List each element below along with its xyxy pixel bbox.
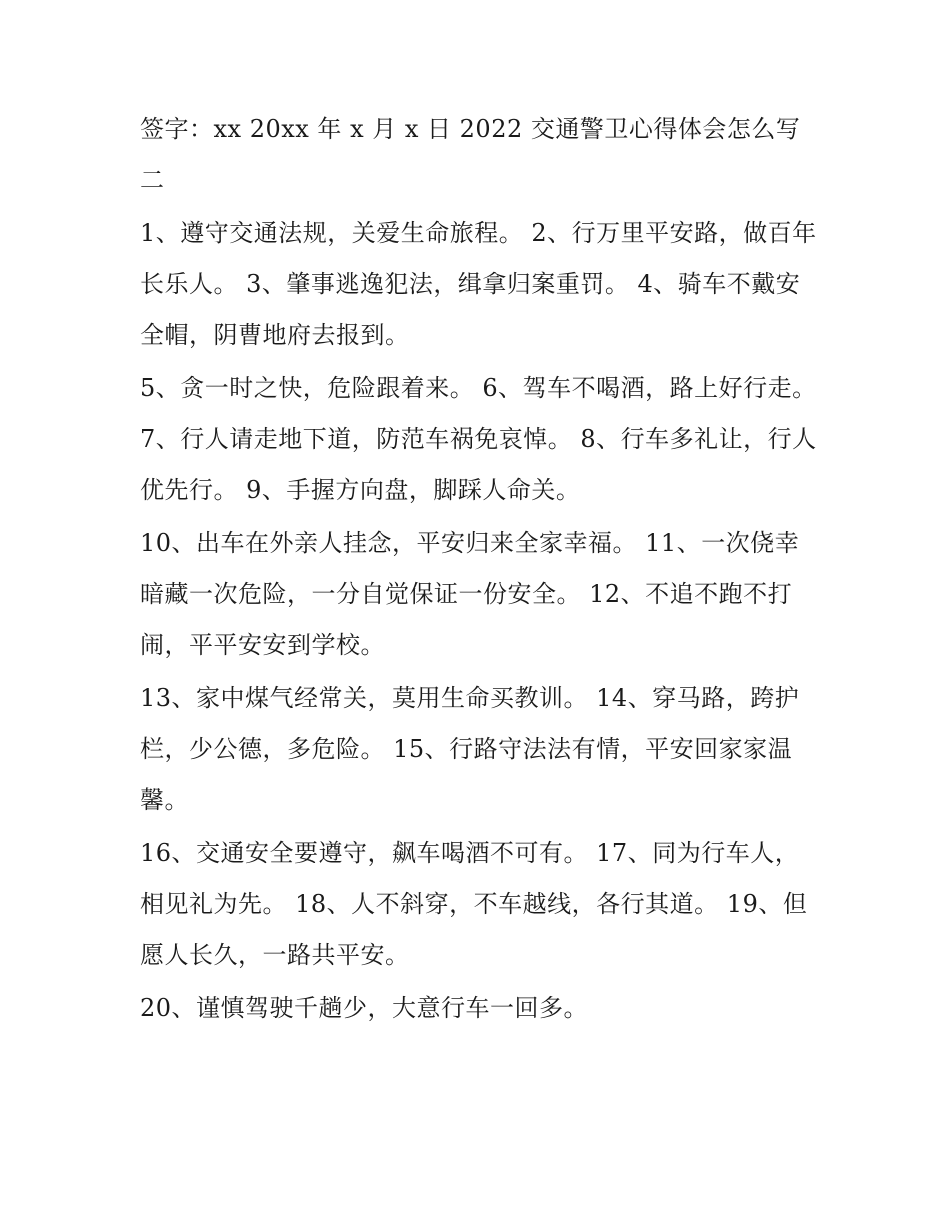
paragraph-slogans-13-15: 13、家中煤气经常关，莫用生命买教训。 14、穿马路，跨护栏，少公德，多危险。 15、行路守法法有情，平安回家家温馨。 bbox=[140, 684, 800, 814]
paragraph-slogan-20: 20、谨慎驾驶千趟少，大意行车一回多。 bbox=[140, 994, 589, 1022]
paragraph-slogans-1-4: 1、遵守交通法规，关爱生命旅程。 2、行万里平安路，做百年长乐人。 3、肇事逃逸犯法，缉拿归案重罚。 4、骑车不戴安全帽，阴曹地府去报到。 bbox=[140, 219, 817, 349]
paragraph-slogans-16-19: 16、交通安全要遵守，飙车喝酒不可有。 17、同为行车人，相见礼为先。 18、人不斜穿，不车越线，各行其道。 19、但愿人长久，一路共平安。 bbox=[140, 839, 808, 969]
document-body bbox=[140, 104, 820, 1036]
paragraph-slogans-10-12: 10、出车在外亲人挂念，平安归来全家幸福。 11、一次侥幸暗藏一次危险，一分自觉保证一份安全。 12、不追不跑不打闹，平平安安到学校。 bbox=[140, 529, 800, 659]
paragraph-signature-title: 签字：xx 20xx 年 x 月 x 日 2022 交通警卫心得体会怎么写二 bbox=[140, 115, 801, 194]
paragraph-slogans-5-9: 5、贪一时之快，危险跟着来。 6、驾车不喝酒，路上好行走。 7、行人请走地下道，防范车祸免哀悼。 8、行车多礼让，行人优先行。 9、手握方向盘，脚踩人命关。 bbox=[140, 374, 817, 504]
